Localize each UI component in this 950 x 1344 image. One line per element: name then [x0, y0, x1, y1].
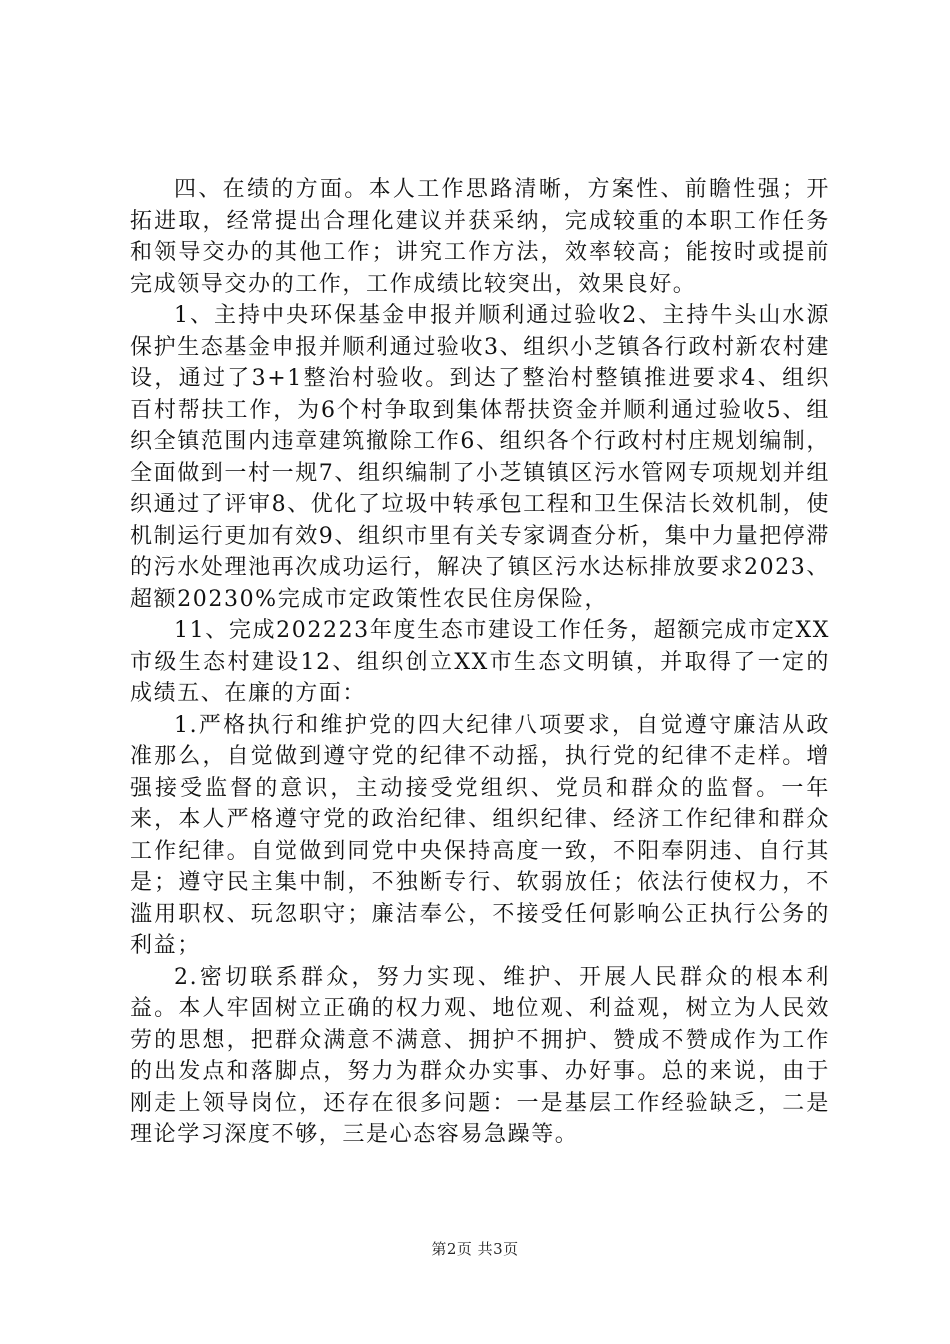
paragraph-performance-summary: 四、在绩的方面。本人工作思路清晰，方案性、前瞻性强；开拓进取，经常提出合理化建议并获采纳，完成较重的本职工作任务和领导交办的其他工作；讲究工作方法，效率较高；能按时或提前完成领导交办的工作，工作成绩比较突出，效果良好。 — [130, 177, 830, 297]
page-number-footer: 第2页 共3页 — [431, 1240, 519, 1258]
paragraph-discipline: 1.严格执行和维护党的四大纪律八项要求，自觉遵守廉洁从政准那么，自觉做到遵守党的纪律不动摇，执行党的纪律不走样。增强接受监督的意识，主动接受党组织、党员和群众的监督。一年来，本人严格遵守党的政治纪律、组织纪律、经济工作纪律和群众工作纪律。自觉做到同党中央保持高度一致，不阳奉阴违、自行其是；遵守民主集中制，不独断专行、软弱放任；依法行使权力，不滥用职权、玩忽职守；廉洁奉公，不接受任何影响公正执行公务的利益； — [130, 712, 830, 958]
paragraph-achievements-list: 1、主持中央环保基金申报并顺利通过验收2、主持牛头山水源保护生态基金申报并顺利通过验收3、组织小芝镇各行政村新农村建设，通过了3+1整治村验收。到达了整治村整镇推进要求4、组织百村帮扶工作，为6个村争取到集体帮扶资金并顺利通过验收5、组织全镇范围内违章建筑撤除工作6、组织各个行政村村庄规划编制，全面做到一村一规7、组织编制了小芝镇镇区污水管网专项规划并组织通过了评审8、优化了垃圾中转承包工程和卫生保洁长效机制，使机制运行更加有效9、组织市里有关专家调查分析，集中力量把停滞的污水处理池再次成功运行，解决了镇区污水达标排放要求2023、超额20230%完成市定政策性农民住房保险， — [130, 303, 830, 612]
document-body — [130, 174, 830, 1151]
paragraph-mass-line: 2.密切联系群众，努力实现、维护、开展人民群众的根本利益。本人牢固树立正确的权力观、地位观、利益观，树立为人民效劳的思想，把群众满意不满意、拥护不拥护、赞成不赞成作为工作的出发点和落脚点，努力为群众办实事、办好事。总的来说，由于刚走上领导岗位，还存在很多问题：一是基层工作经验缺乏，二是理论学习深度不够，三是心态容易急躁等。 — [130, 964, 830, 1147]
paragraph-ecology-tasks: 11、完成202223年度生态市建设工作任务，超额完成市定XX市级生态村建设12、组织创立XX市生态文明镇，并取得了一定的成绩五、在廉的方面： — [130, 618, 830, 706]
